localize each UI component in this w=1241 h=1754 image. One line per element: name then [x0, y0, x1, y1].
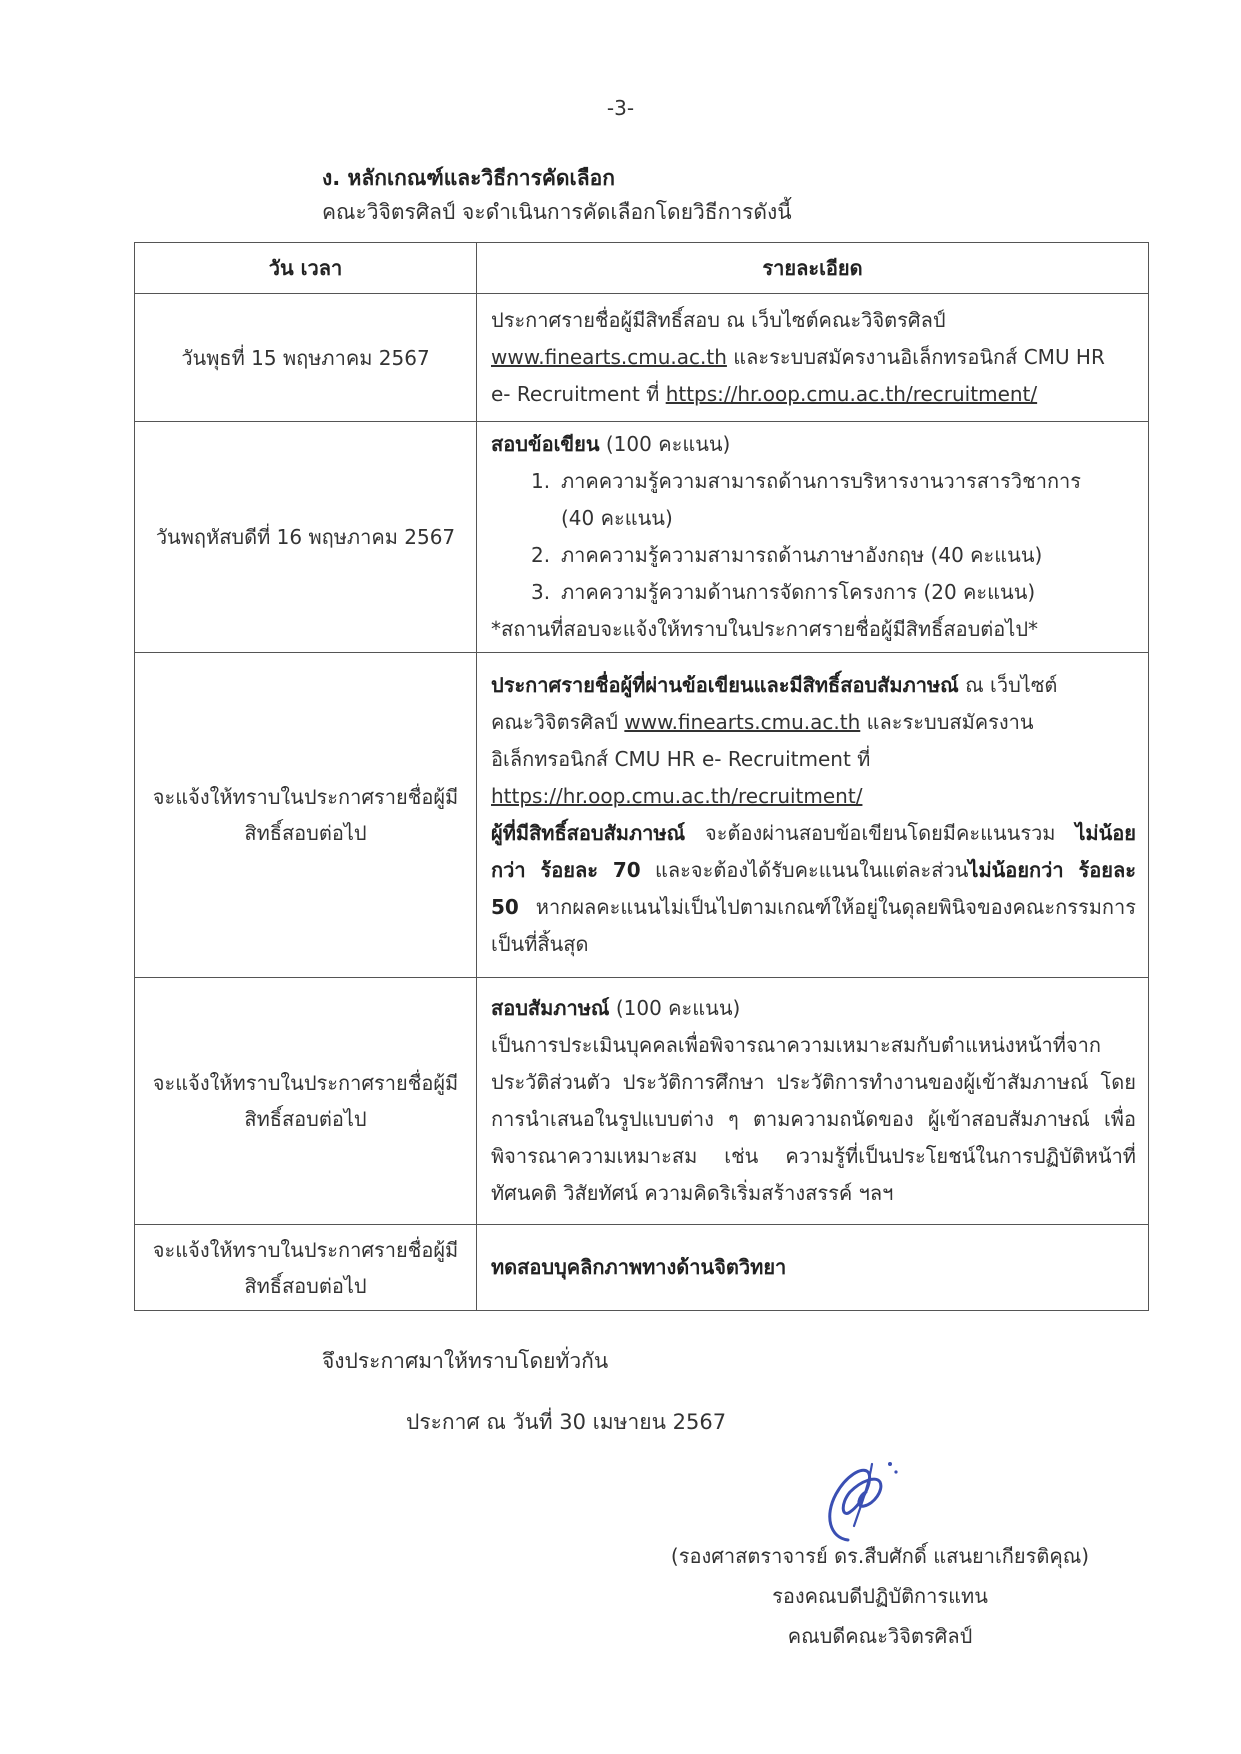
row-date: วันพฤหัสบดีที่ 16 พฤษภาคม 2567: [135, 422, 477, 653]
row-detail: [477, 653, 1149, 978]
table-row: [135, 1225, 1149, 1311]
detail-text: e- Recruitment ที่: [491, 382, 666, 406]
detail-text: ณ เว็บไซต์: [958, 673, 1058, 697]
criteria-text: จะต้องผ่านสอบข้อเขียนโดยมีคะแนนรวม: [685, 821, 1076, 845]
detail-text: และระบบสมัครงานอิเล็กทรอนิกส์ CMU HR: [726, 345, 1105, 369]
row-detail: [477, 1225, 1149, 1311]
item-number: 2.: [531, 543, 551, 567]
detail-text: คณะวิจิตรศิลป์: [491, 710, 625, 734]
list-item: [531, 463, 1136, 500]
website-link[interactable]: www.finearts.cmu.ac.th: [624, 710, 861, 734]
written-exam-title: สอบข้อเขียน: [491, 432, 600, 456]
written-exam-points: (100 คะแนน): [599, 432, 731, 456]
date-line: สิทธิ์สอบต่อไป: [244, 821, 367, 845]
selection-criteria-table: [134, 242, 1149, 1311]
date-line: จะแจ้งให้ทราบในประกาศรายชื่อผู้มี: [152, 1071, 459, 1095]
signer-position: รองคณบดีปฏิบัติการแทน: [772, 1584, 988, 1608]
interview-criteria: [491, 815, 1136, 963]
item-number: 3.: [531, 580, 551, 604]
announcement-title: ประกาศรายชื่อผู้ที่ผ่านข้อเขียนและมีสิทธิ์สอบสัมภาษณ์: [491, 673, 959, 697]
item-text: ภาคความรู้ความสามารถด้านการบริหารงานวารสารวิชาการ: [561, 469, 1082, 493]
item-text: ภาคความรู้ความด้านการจัดการโครงการ (20 คะแนน): [561, 580, 1036, 604]
date-line: สิทธิ์สอบต่อไป: [244, 1273, 367, 1298]
page-number: -3-: [606, 96, 635, 120]
detail-line: ประกาศรายชื่อผู้มีสิทธิ์สอบ ณ เว็บไซต์คณะวิจิตรศิลป์: [491, 308, 946, 332]
closing-statement: จึงประกาศมาให้ทราบโดยทั่วกัน: [322, 1349, 609, 1373]
row-date: วันพุธที่ 15 พฤษภาคม 2567: [135, 294, 477, 422]
detail-line: [491, 990, 1136, 1027]
criteria-text: หากผลคะแนนไม่เป็นไปตามเกณฑ์ให้อยู่ในดุลยพินิจของคณะกรรมการเป็นที่สิ้นสุด: [491, 895, 1136, 956]
interview-title: สอบสัมภาษณ์: [491, 996, 610, 1020]
detail-line: [491, 667, 1136, 704]
criteria-bold: ผู้ที่มีสิทธิ์สอบสัมภาษณ์: [491, 821, 686, 845]
detail-line: [491, 339, 1136, 376]
signer-name: (รองศาสตราจารย์ ดร.สืบศักดิ์ แสนยาเกียรติคุณ): [670, 1544, 1090, 1568]
table-row: [135, 978, 1149, 1225]
date-line: สิทธิ์สอบต่อไป: [244, 1107, 367, 1131]
recruitment-link[interactable]: https://hr.oop.cmu.ac.th/recruitment/: [491, 784, 863, 808]
row-detail: [477, 978, 1149, 1225]
header-detail: รายละเอียด: [477, 243, 1149, 294]
table-row: [135, 653, 1149, 978]
criteria-bold: ไม่น้อยกว่า ร้อยละ 50: [491, 858, 1136, 919]
item-text: ภาคความรู้ความสามารถด้านภาษาอังกฤษ (40 คะแนน): [561, 543, 1043, 567]
list-item-continuation: [531, 500, 1136, 537]
detail-line: [491, 704, 1136, 741]
item-number: 1.: [531, 469, 551, 493]
personality-test-title: ทดสอบบุคลิกภาพทางด้านจิตวิทยา: [491, 1255, 787, 1279]
criteria-text: และจะต้องได้รับคะแนนในแต่ละส่วน: [640, 858, 969, 882]
list-item: [531, 537, 1136, 574]
detail-text: และระบบสมัครงาน: [860, 710, 1034, 734]
announcement-date: ประกาศ ณ วันที่ 30 เมษายน 2567: [406, 1410, 727, 1434]
interview-points: (100 คะแนน): [609, 996, 741, 1020]
table-header-row: [135, 243, 1149, 294]
date-line: จะแจ้งให้ทราบในประกาศรายชื่อผู้มี: [152, 1237, 459, 1262]
detail-line: [491, 778, 1136, 815]
row-detail: [477, 294, 1149, 422]
criteria-bold: ไม่น้อยกว่า ร้อยละ 70: [491, 821, 1136, 882]
row-date: [135, 1225, 477, 1311]
website-link[interactable]: www.finearts.cmu.ac.th: [491, 345, 727, 369]
exam-part-list: [491, 463, 1136, 611]
row-detail: [477, 422, 1149, 653]
table-row: [135, 422, 1149, 653]
detail-line: อิเล็กทรอนิกส์ CMU HR e- Recruitment ที่: [491, 747, 871, 771]
row-date: [135, 978, 477, 1225]
item-text: (40 คะแนน): [561, 506, 673, 530]
header-date: วัน เวลา: [135, 243, 477, 294]
table-row: [135, 294, 1149, 422]
interview-description: เป็นการประเมินบุคคลเพื่อพิจารณาความเหมาะสมกับตำแหน่งหน้าที่จาก ประวัติส่วนตัว ประวัติการศึกษา ประวัติการทำงานของผู้เข้าสัมภาษณ์ โดยการนำเสนอในรูปแบบต่าง ๆ ตามความถนัดของ ผู้เข้าสอบสัมภาษณ์ เพื่อพิจารณาความเหมาะสม เช่น ความรู้ที่เป็นประโยชน์ในการปฏิบัติหน้าที่ ทัศนคติ วิสัยทัศน์ ความคิดริเริ่มสร้างสรรค์ ฯลฯ: [491, 1033, 1136, 1205]
section-intro: คณะวิจิตรศิลป์ จะดำเนินการคัดเลือกโดยวิธีการดังนี้: [322, 200, 792, 224]
section-heading: ง. หลักเกณฑ์และวิธีการคัดเลือก: [322, 166, 615, 190]
detail-line: [491, 426, 1136, 463]
recruitment-link[interactable]: https://hr.oop.cmu.ac.th/recruitment/: [665, 382, 1038, 406]
row-date: [135, 653, 477, 978]
list-item: [531, 574, 1136, 611]
exam-location-note: *สถานที่สอบจะแจ้งให้ทราบในประกาศรายชื่อผู้มีสิทธิ์สอบต่อไป*: [491, 617, 1039, 641]
signer-position-2: คณบดีคณะวิจิตรศิลป์: [787, 1624, 973, 1648]
detail-line: [491, 376, 1136, 413]
signer-block: [600, 1536, 1160, 1656]
date-line: จะแจ้งให้ทราบในประกาศรายชื่อผู้มี: [152, 785, 459, 809]
